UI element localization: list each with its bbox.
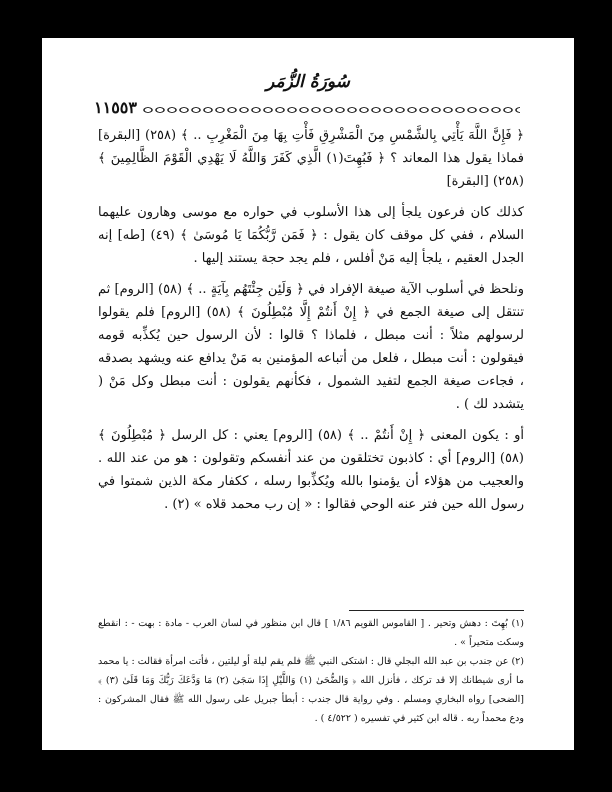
header-ornament-border [142, 104, 520, 115]
footnote-divider [349, 610, 524, 611]
footnotes [98, 614, 524, 728]
main-text [98, 124, 524, 524]
surah-title: سُورَةُ الزُّمَر [266, 72, 350, 92]
document-page [42, 38, 574, 750]
footnote-2: (٢) عن جندب بن عبد الله البجلي قال : اشتكى النبي ﷺ فلم يقم ليلة أو ليلتين ، فأتت امرأة فقالت : يا محمد ما أرى شيطانك إلا قد تركك ، فأنزل الله ﴿ وَالضُّحَىٰ (١) وَاللَّيْلِ إِذَا سَجَىٰ (٢) مَا وَدَّعَكَ رَبُّكَ وَمَا قَلَىٰ (٣) ﴾ [الضحى] رواه البخاري ومسلم . وفي رواية قال جندب : أبطأ جبريل على رسول الله ﷺ فقال المشركون : ودع محمداً ربه . قاله ابن كثير في تفسيره ( ٤/٥٢٢ ) . [98, 656, 524, 724]
footnote-1: (١) بُهِتَ : دهش وتحير . [ القاموس القويم ١/٨٦ ] قال ابن منظور في لسان العرب - مادة : بهت - : انقطع وسكت متحيراً » . [98, 618, 525, 648]
paragraph-4: أو : يكون المعنى ﴿ إِنْ أَنتُمْ .. ﴾ (٥٨) [الروم] يعني : كل الرسل ﴿ مُبْطِلُونَ ﴾ (٥٨) [الروم] أي : كاذبون تختلقون من عند أنفسكم وتقولون : هو من عند الله . والعجيب من هؤلاء أن يؤمنوا بالله ويُكذِّبوا رسله ، ككفار مكة الذين شمتوا في رسول الله حين فتر عنه الوحي فقالوا : « إن رب محمد قلاه » (٢) . [98, 428, 524, 512]
paragraph-3: ونلحظ في أسلوب الآية صيغة الإفراد في ﴿ وَلَئِن جِئْتَهُم بِآيَةٍ .. ﴾ (٥٨) [الروم] ثم تنتقل إلى صيغة الجمع في ﴿ إِنْ أَنتُمْ إِلَّا مُبْطِلُونَ ﴾ (٥٨) [الروم] فلم يقولوا لرسولهم مثلاً : أنت مبطل ، فلماذا ؟ قالوا : لأن الرسول حين يُكذِّبه قومه فيقولون : أنت مبطل ، فلعل من أتباعه المؤمنين به مَنْ يدافع عنه ويشهد بصدقه ، فجاءت صيغة الجمع لتفيد الشمول ، فكأنهم يقولون : أنت مبطل وكل مَنْ ( يتشدد لك ) . [98, 282, 524, 412]
paragraph-1: ﴿ فَإِنَّ اللَّهَ يَأْتِي بِالشَّمْسِ مِنَ الْمَشْرِقِ فَأْتِ بِهَا مِنَ الْمَغْرِبِ .. ﴾ (٢٥٨) [البقرة] فماذا يقول هذا المعاند ؟ ﴿ فَبُهِتَ(١) الَّذِي كَفَرَ وَاللَّهُ لَا يَهْدِي الْقَوْمَ الظَّالِمِينَ ﴾ (٢٥٨) [البقرة] [98, 128, 524, 189]
paragraph-2: كذلك كان فرعون يلجأ إلى هذا الأسلوب في حواره مع موسى وهارون عليهما السلام ، ففي كل موقف كان يقول : ﴿ فَمَن رَّبُّكُمَا يَا مُوسَىٰ ﴾ (٤٩) [طه] إنه الجدل العقيم ، يلجأ إليه مَنْ أفلس ، فلم يجد حجة يستند إليها . [98, 205, 525, 266]
page-number: ١١٥٥٣ [94, 98, 137, 117]
